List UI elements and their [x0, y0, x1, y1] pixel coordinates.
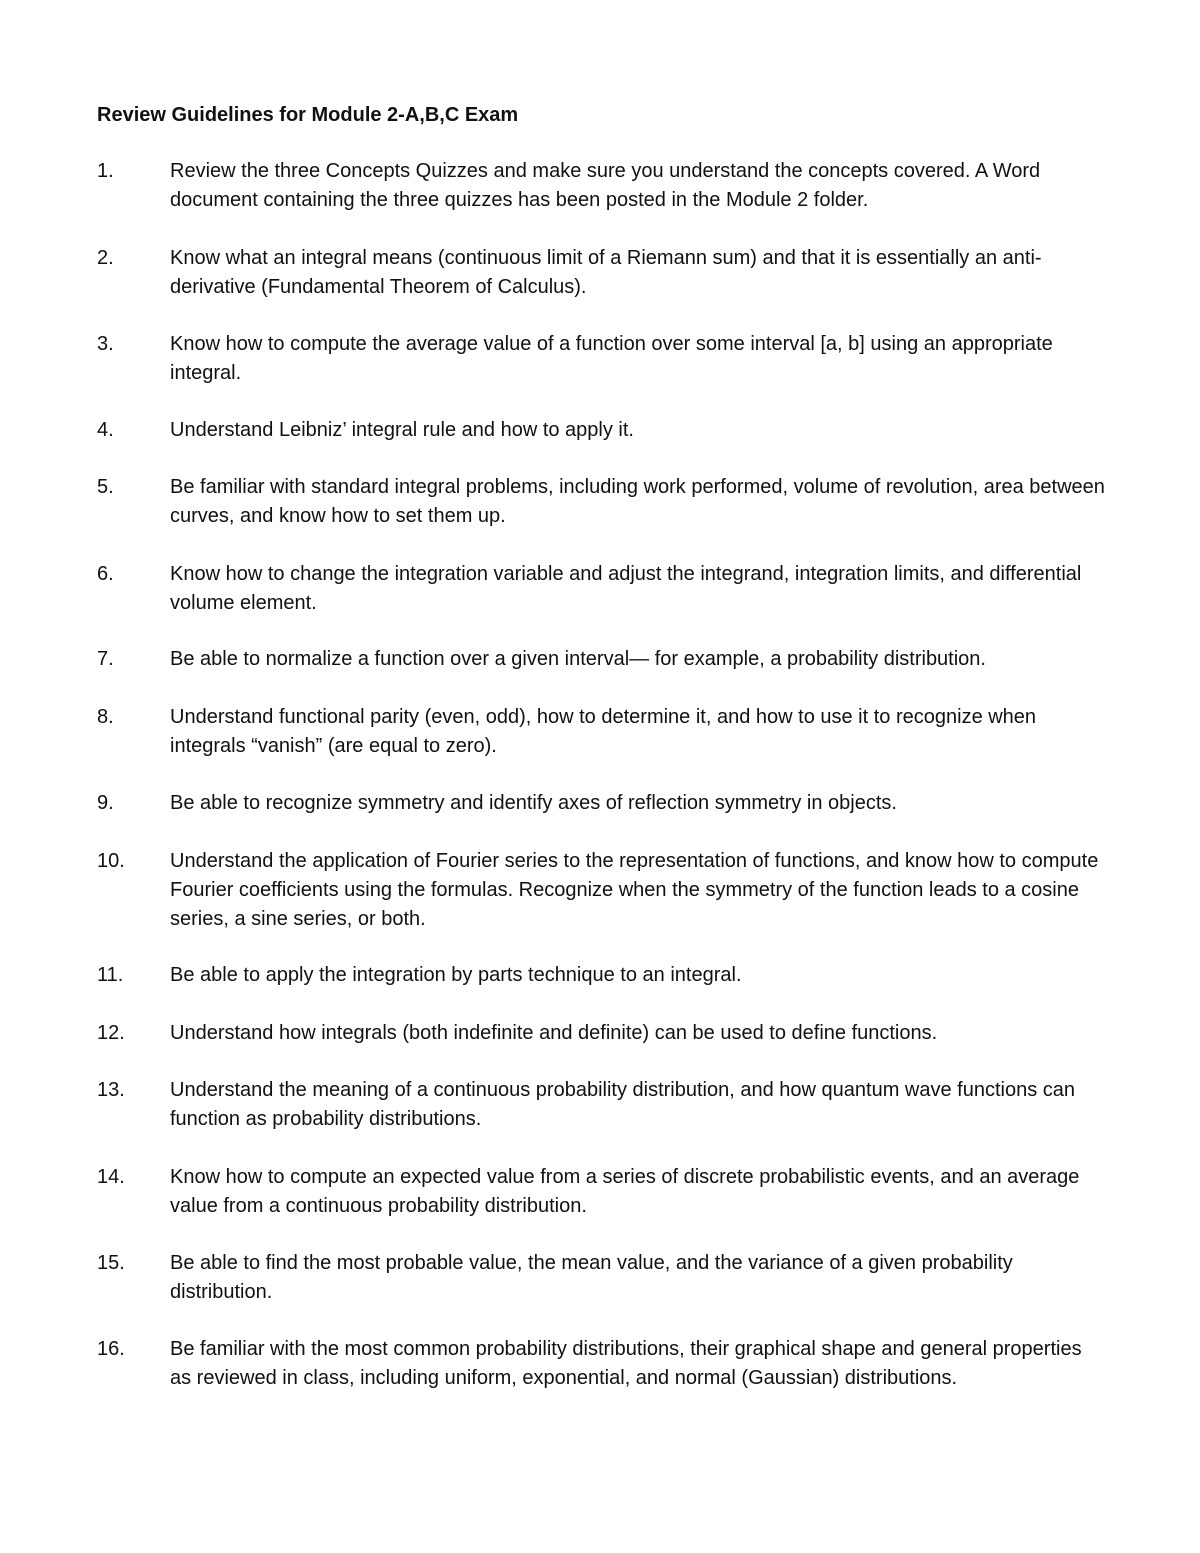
- item-text: Be able to apply the integration by parts technique to an integral.: [170, 964, 742, 986]
- item-text: Understand the meaning of a continuous probability distribution, and how quantum wave functions can function as probability distributions.: [170, 1079, 1076, 1130]
- item-number: 10.: [97, 850, 125, 872]
- item-number: 15.: [97, 1252, 125, 1274]
- item-number: 4.: [97, 419, 114, 441]
- item-text: Be able to recognize symmetry and identify axes of reflection symmetry in objects.: [170, 792, 897, 814]
- item-number: 13.: [97, 1079, 125, 1101]
- item-number: 1.: [97, 160, 114, 182]
- item-number: 3.: [97, 333, 114, 355]
- item-number: 9.: [97, 792, 114, 814]
- item-text: Understand functional parity (even, odd), how to determine it, and how to use it to recognize when integrals “vanish” (are equal to zero).: [170, 706, 1037, 757]
- item-text: Understand how integrals (both indefinite and definite) can be used to define functions.: [170, 1022, 938, 1044]
- item-text: Be able to find the most probable value, the mean value, and the variance of a given probability distribution.: [170, 1252, 1013, 1303]
- item-number: 11.: [97, 964, 124, 986]
- item-text: Know what an integral means (continuous limit of a Riemann sum) and that it is essentially an anti-derivative (Fundamental Theorem of Calculus).: [170, 247, 1042, 298]
- item-text: Be able to normalize a function over a given interval— for example, a probability distribution.: [170, 648, 986, 670]
- item-number: 16.: [97, 1338, 125, 1360]
- item-number: 8.: [97, 706, 114, 728]
- item-text: Know how to change the integration variable and adjust the integrand, integration limits, and differential volume element.: [170, 563, 1082, 614]
- document-title: Review Guidelines for Module 2-A,B,C Exam: [97, 104, 519, 126]
- item-text: Understand the application of Fourier series to the representation of functions, and know how to compute Fourier coefficients using the formulas. Recognize when the symmetry of the function leads to a cosine series, a sine series, or both.: [170, 850, 1099, 930]
- item-number: 6.: [97, 563, 114, 585]
- item-number: 12.: [97, 1022, 125, 1044]
- item-text: Understand Leibniz’ integral rule and how to apply it.: [170, 419, 634, 441]
- item-number: 14.: [97, 1166, 125, 1188]
- item-text: Be familiar with standard integral problems, including work performed, volume of revolution, area between curves, and know how to set them up.: [170, 476, 1105, 527]
- item-number: 5.: [97, 476, 114, 498]
- item-text: Know how to compute an expected value from a series of discrete probabilistic events, and an average value from a continuous probability distribution.: [170, 1166, 1080, 1217]
- item-number: 7.: [97, 648, 114, 670]
- item-text: Review the three Concepts Quizzes and make sure you understand the concepts covered. A Word document containing the three quizzes has been posted in the Module 2 folder.: [170, 160, 1041, 211]
- item-number: 2.: [97, 247, 114, 269]
- item-text: Know how to compute the average value of a function over some interval [a, b] using an appropriate integral.: [170, 333, 1053, 384]
- item-text: Be familiar with the most common probability distributions, their graphical shape and general properties as reviewed in class, including uniform, exponential, and normal (Gaussian) distributions.: [170, 1338, 1082, 1389]
